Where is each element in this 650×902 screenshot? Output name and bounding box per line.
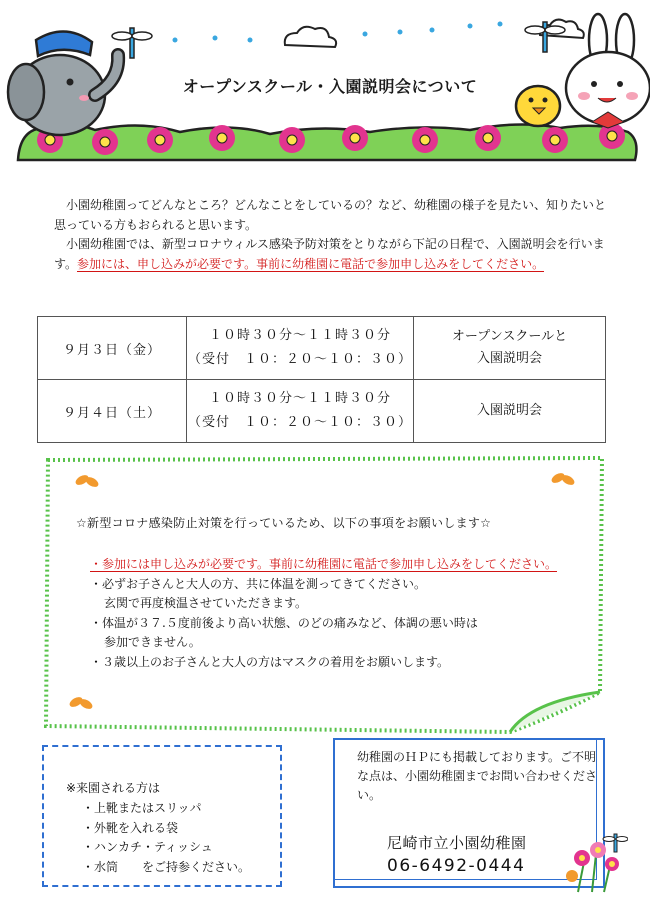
list-item bbox=[90, 555, 570, 575]
intro-plain: 小園幼稚園では、新型コロナウィルス感染予防対策をとりながら下記の日程で、入園説明会を行います。 bbox=[54, 237, 605, 271]
notice-item-text: ・参加には申し込みが必要です。事前に幼稚園に電話で参加申し込みをしてください。 bbox=[90, 557, 558, 571]
schedule-event bbox=[414, 317, 606, 380]
notice-item-text: ・体温が３７.５度前後より高い状態、のどの痛みなど、体調の悪い時は bbox=[90, 615, 478, 630]
list-item: ・上靴またはスリッパ bbox=[82, 801, 202, 815]
chick-icon bbox=[516, 86, 560, 126]
schedule-event-line: 入園説明会 bbox=[476, 403, 542, 418]
schedule-reception: （受付 １０：２０～１０：３０） bbox=[187, 352, 412, 367]
contact-note: 幼稚園のＨＰにも掲載しております。ご不明な点は、小園幼稚園までお問い合わせください。 bbox=[357, 750, 598, 802]
notice-item-sub: 玄関で再度検温させていただきます。 bbox=[104, 596, 308, 610]
intro-emphasis: 参加には、申し込みが必要です。事前に幼稚園に電話で参加申し込みをしてください。 bbox=[77, 256, 545, 271]
cloud-icon bbox=[285, 27, 336, 47]
flower-bouquet-icon bbox=[558, 832, 628, 894]
dragonfly-icon bbox=[603, 834, 628, 852]
bring-list bbox=[82, 799, 250, 877]
schedule-date: ９月４日（土） bbox=[38, 380, 187, 443]
table-row bbox=[38, 380, 606, 443]
bring-title: ※来園される方は bbox=[66, 781, 161, 795]
elephant-icon bbox=[8, 31, 118, 135]
list-item bbox=[90, 575, 570, 614]
notice-item-sub: 参加できません。 bbox=[104, 635, 201, 649]
schedule-reception: （受付 １０：２０～１０：３０） bbox=[187, 415, 412, 430]
schedule-time-range: １０時３０分～１１時３０分 bbox=[208, 328, 391, 343]
schedule-time-range: １０時３０分～１１時３０分 bbox=[208, 391, 391, 406]
intro-paragraph-1: 小園幼稚園ってどんなところ？どんなことをしているの？など、幼稚園の様子を見たい、知りたいと思っている方もおられると思います。 bbox=[54, 198, 607, 232]
schedule-time bbox=[187, 317, 414, 380]
schedule-event-line: 入園説明会 bbox=[476, 351, 542, 366]
schedule-date: ９月３日（金） bbox=[38, 317, 187, 380]
sky-dots bbox=[173, 22, 503, 43]
schedule-time bbox=[187, 380, 414, 443]
notice-list bbox=[90, 555, 570, 672]
bring-items-box bbox=[42, 745, 282, 887]
notice-item-text: ・必ずお子さんと大人の方、共に体温を測ってきてください。 bbox=[90, 576, 427, 591]
schedule-table bbox=[37, 316, 606, 443]
intro-text bbox=[54, 196, 614, 274]
notice-item-text: ・３歳以上のお子さんと大人の方はマスクの着用をお願いします。 bbox=[90, 654, 450, 669]
list-item: ・ハンカチ・ティッシュ bbox=[82, 840, 213, 854]
list-item bbox=[90, 653, 570, 673]
list-item: ・水筒 をご持参ください。 bbox=[82, 859, 251, 874]
school-name: 尼崎市立小園幼稚園 bbox=[387, 834, 527, 852]
intro-paragraph-2 bbox=[54, 235, 614, 274]
list-item: ・外靴を入れる袋 bbox=[82, 820, 179, 835]
list-item bbox=[90, 614, 570, 653]
schedule-event bbox=[414, 380, 606, 443]
table-row bbox=[38, 317, 606, 380]
school-phone: 06-6492-0444 bbox=[387, 856, 526, 876]
page-title: オープンスクール・入園説明会について bbox=[182, 77, 478, 96]
schedule-event-line: オープンスクールと bbox=[451, 329, 568, 344]
notice-heading: ☆新型コロナ感染防止対策を行っているため、以下の事項をお願いします☆ bbox=[76, 516, 492, 530]
